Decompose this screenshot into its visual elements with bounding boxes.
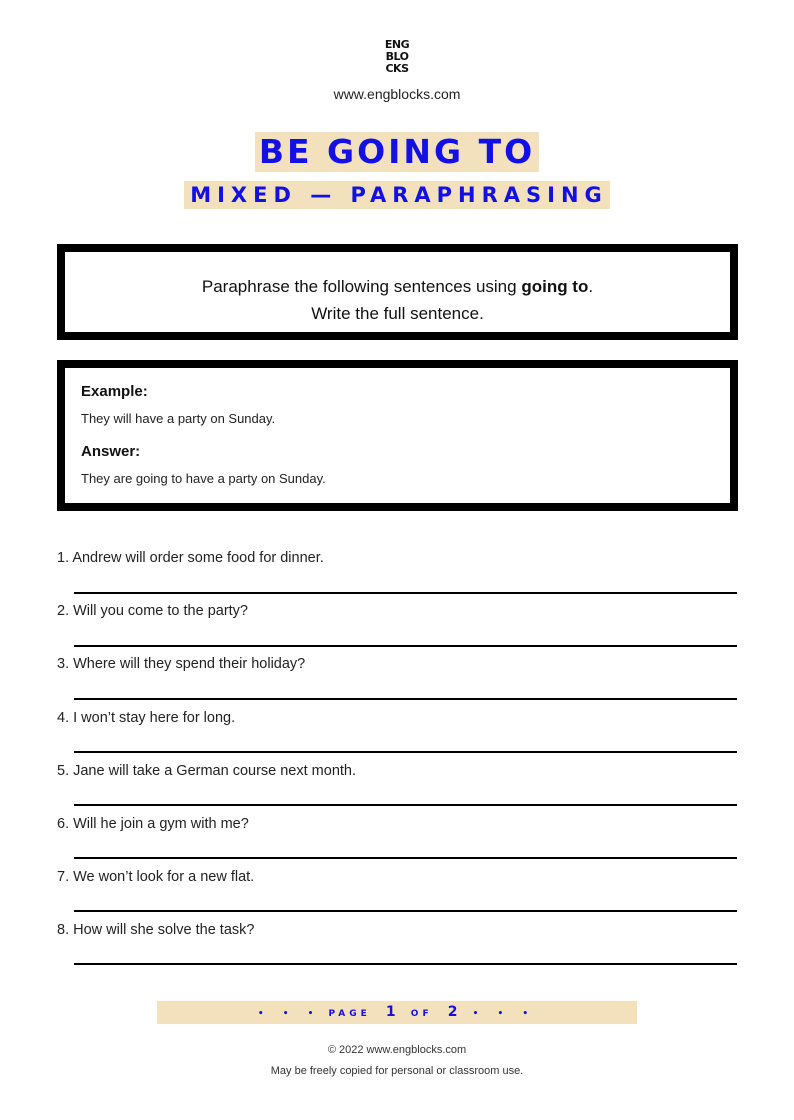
worksheet-subtitle: MIXED — PARAPHRASING	[184, 181, 610, 209]
page-indicator	[157, 1001, 637, 1024]
question-3: 3. Where will they spend their holiday?	[57, 656, 306, 672]
page-number: 1	[385, 1004, 396, 1020]
answer-line-5[interactable]	[74, 804, 737, 806]
example-label: Example:	[81, 383, 148, 400]
license-note: May be freely copied for personal or classroom use.	[270, 1065, 524, 1077]
page-total: 2	[447, 1004, 458, 1020]
instruction-line-1	[65, 273, 730, 300]
site-url[interactable]: www.engblocks.com	[333, 86, 461, 102]
answer-line-3[interactable]	[74, 698, 737, 700]
question-8: 8. How will she solve the task?	[57, 922, 255, 938]
worksheet-title: BE GOING TO	[255, 132, 539, 172]
dots-left: • • •	[257, 1009, 322, 1019]
question-2: 2. Will you come to the party?	[57, 603, 248, 619]
question-1: 1. Andrew will order some food for dinner.	[57, 550, 324, 566]
instruction-text: Paraphrase the following sentences using	[201, 277, 522, 296]
answer-line-2[interactable]	[74, 645, 737, 647]
instruction-punct: .	[588, 277, 594, 296]
logo-line: CKS	[385, 62, 409, 75]
subtitle-container	[0, 181, 794, 209]
instruction-line-2: Write the full sentence.	[311, 304, 484, 323]
answer-text: They are going to have a party on Sunday.	[81, 471, 326, 486]
dots-right: • • •	[472, 1009, 537, 1019]
instructions-box	[57, 244, 738, 340]
answer-line-7[interactable]	[74, 910, 737, 912]
answer-label: Answer:	[81, 443, 141, 460]
question-7: 7. We won’t look for a new flat.	[57, 869, 255, 885]
page-word: PAGE	[328, 1009, 371, 1019]
logo-line: ENG	[384, 38, 410, 51]
of-word: OF	[410, 1009, 433, 1019]
question-4: 4. I won’t stay here for long.	[57, 710, 236, 726]
instruction-keyword: going to	[521, 277, 589, 296]
answer-line-8[interactable]	[74, 963, 737, 965]
logo-line: BLO	[385, 50, 409, 63]
answer-line-1[interactable]	[74, 592, 737, 594]
engblocks-logo	[380, 39, 414, 75]
answer-line-6[interactable]	[74, 857, 737, 859]
question-6: 6. Will he join a gym with me?	[57, 816, 249, 832]
answer-line-4[interactable]	[74, 751, 737, 753]
title-container	[0, 132, 794, 172]
example-box	[57, 360, 738, 511]
example-text: They will have a party on Sunday.	[81, 411, 276, 426]
copyright: © 2022 www.engblocks.com	[327, 1044, 467, 1056]
question-5: 5. Jane will take a German course next month.	[57, 763, 357, 779]
